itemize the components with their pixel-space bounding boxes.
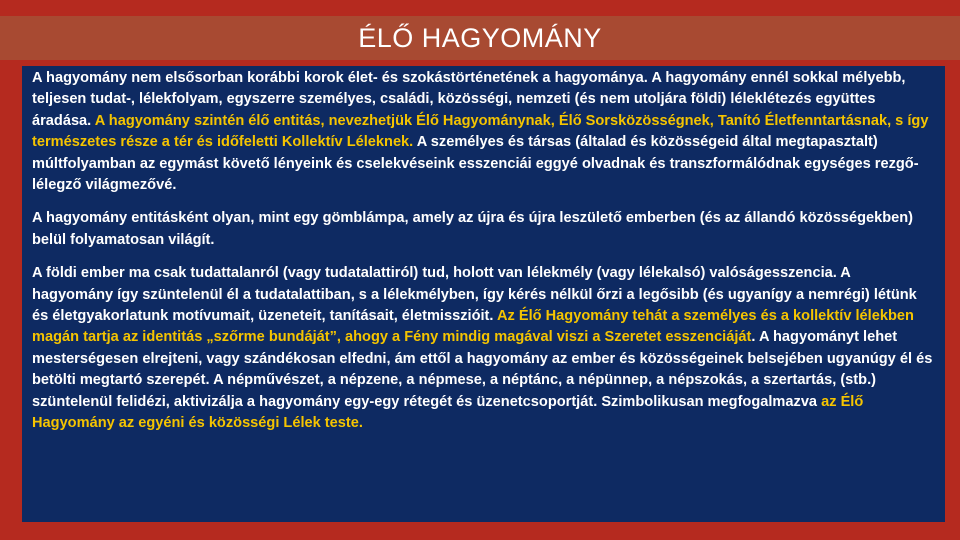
paragraph-2-text: A hagyomány entitásként olyan, mint egy gömblámpa, amely az újra és újra leszülető emberben (és az állandó közösségekben) belül folyamatosan világít. <box>32 210 914 248</box>
paragraph-3-text-1: A földi ember ma csak tudattalanról (vagy tudatalattiról) tud, holott van lélekmély (vagy lélekalsó) valóságesszencia. A hagyomány így szüntelenül él a tudatalattiban, s a lélekmélyben, így kérés nélkül őrzi a legősibb (és ugyanígy a nemrégi) létünk és életgyakorlatunk motívumait, üzeneteit, tanításait, életmisszióit. <box>32 265 917 325</box>
content-panel <box>22 66 945 522</box>
paragraph-3-text-2: . A hagyományt lehet mesterségesen elrejteni, vagy szándékosan elfedni, ám ettől a hagyomány az ember és közösségeinek belsejében ugyanúgy él és betölti megtartó szerepét. A népművészet, a népzene, a népmese, a néptánc, a népünnep, a népszokás, a szertartás, (stb.) szüntelenül felidézi, aktivizálja a hagyomány egy-egy rétegét és üzenetcsoportját. Szimbolikusan megfogalmazva <box>32 329 933 410</box>
slide-title: ÉLŐ HAGYOMÁNY <box>358 23 602 53</box>
paragraph-2 <box>32 208 935 251</box>
paragraph-1-text-1: A hagyomány nem elsősorban korábbi korok élet- és szokástörténetének a hagyománya. A hagyomány ennél sokkal mélyebb, teljesen tudat-, lélekfolyam, egyszerre személyes, családi, közösségi, nemzeti (és nem utoljára földi) léleklétezés együttes áradása. <box>32 70 906 129</box>
paragraph-3 <box>32 263 935 434</box>
paragraph-3-highlight-1: Az Élő Hagyomány tehát a személyes és a kollektív lélekben magán tartja az identitás „szőrme bundáját”, ahogy a Fény mindig magával viszi a Szeretet esszenciáját <box>32 308 914 346</box>
paragraph-1 <box>32 68 935 196</box>
paragraph-1-highlight: A hagyomány szintén élő entitás, nevezhetjük Élő Hagyománynak, Élő Sorsközösségnek, Tanító Életfenntartásnak, s így természetes része a tér és időfeletti Kollektív Léleknek. <box>32 112 929 151</box>
paragraph-3-highlight-2: az Élő Hagyomány az egyéni és közösségi Lélek teste. <box>32 393 864 432</box>
paragraph-1-text-2: A személyes és társas (általad és közösségeid által megtapasztalt) múltfolyamban az egymást követő lényeink és cselekvéseink esszenciái eggyé olvadnak és transzformálódnak egységes rezgő-lélegző világmezővé. <box>32 134 919 194</box>
